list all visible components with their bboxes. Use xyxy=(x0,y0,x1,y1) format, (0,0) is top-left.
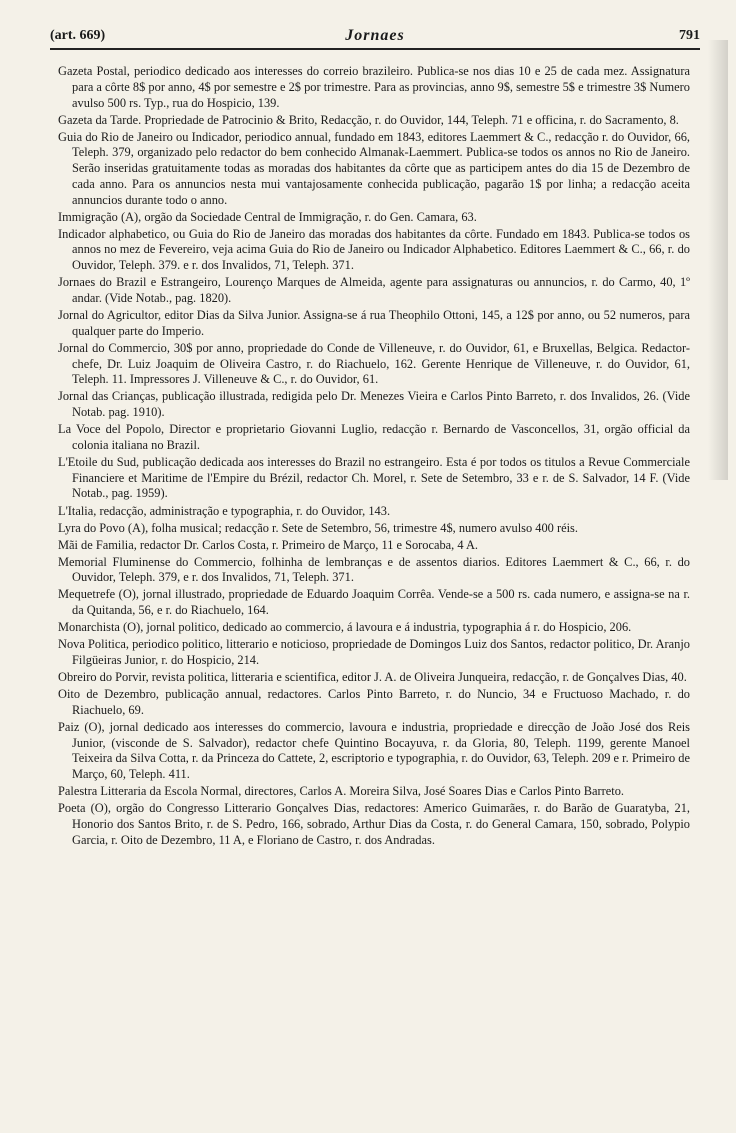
list-item: Indicador alphabetico, ou Guia do Rio de Janeiro das moradas dos habitantes da côrte. Fundado em 1843. Publica-se todos os annos no mez de Fevereiro, veja acima Guia do Rio de Janeiro ou Indicador Alphabetico. Editores Laemmert & C., 66, r. do Ouvidor, Teleph. 379. e r. dos Invalidos, 71, Teleph. 371. xyxy=(58,226,690,273)
list-item: Jornal das Crianças, publicação illustrada, redigida pelo Dr. Menezes Vieira e Carlos Pinto Barreto, r. dos Invalidos, 26. (Vide Notab. pag. 1910). xyxy=(58,389,690,420)
entry-list xyxy=(58,64,690,850)
list-item: Obreiro do Porvir, revista politica, litteraria e scientifica, editor J. A. de Oliveira Junqueira, redacção, r. de Gonçalves Dias, 40. xyxy=(58,670,687,685)
list-item: Jornaes do Brazil e Estrangeiro, Lourenço Marques de Almeida, agente para assignaturas ou annuncios, r. do Carmo, 40, 1º andar. (Vide Notab., pag. 1820). xyxy=(58,275,690,305)
article-reference: (art. 669) xyxy=(50,28,106,43)
section-title: Jornaes xyxy=(345,27,405,44)
list-item: Gazeta Postal, periodico dedicado aos interesses do correio brazileiro. Publica-se nos dias 10 e 25 de cada mez. Assignatura para a côrte 8$ por anno, 4$ por semestre e 2$ por trimestre. Para as provincias, anno 9$, semestre 5$ e trimestre 3$ Numero avulso 500 rs. Typ., rua do Hospicio, 139. xyxy=(58,64,690,110)
list-item: Lyra do Povo (A), folha musical; redacção r. Sete de Setembro, 56, trimestre 4$, numero avulso 400 réis. xyxy=(58,520,578,535)
list-item: L'Etoile du Sud, publicação dedicada aos interesses do Brazil no estrangeiro. Esta é por todos os titulos a Revue Commerciale Financiere et Maritime de l'Empire du Brézil, redactor Ch. Morel, r. Sete de Setembro, 33 e r. de S. Salvador, 14 F. (Vide Notab., pag. 1959). xyxy=(58,454,690,501)
list-item: Nova Politica, periodico politico, litterario e noticioso, propriedade de Domingos Luiz dos Santos, redactor politico, Dr. Aranjo Filgüeiras Junior, r. do Hospicio, 214. xyxy=(58,637,690,668)
list-item: Mequetrefe (O), jornal illustrado, propriedade de Eduardo Joaquim Corrêa. Vende-se a 500 rs. cada numero, e assigna-se na r. da Quitanda, 56, e r. do Riachuelo, 164. xyxy=(58,587,690,618)
list-item: L'Italia, redacção, administração e typographia, r. do Ouvidor, 143. xyxy=(58,503,391,518)
binding-shadow xyxy=(708,40,728,480)
list-item: Mãi de Familia, redactor Dr. Carlos Costa, r. Primeiro de Março, 11 e Sorocaba, 4 A. xyxy=(58,537,479,552)
page-number: 791 xyxy=(679,28,700,43)
list-item: Monarchista (O), jornal politico, dedicado ao commercio, á lavoura e á industria, typographia á r. do Hospicio, 206. xyxy=(58,620,632,635)
list-item: Guia do Rio de Janeiro ou Indicador, periodico annual, fundado em 1843, editores Laemmert & C., redacção r. do Ouvidor, 66, Teleph. 379, organizado pelo redactor do bem conhecido Almanak-Laemmert. Publica-se todos os annos no Rio de Janeiro. Serão inseridas gratuitamente todas as moradas dos habitantes da côrte que as participem antes do dia 15 de Dezembro de cada anno. Para os annuncios nesta mui vantajosamente conhecida publicação, pagarão 1$ por linha; a redacção aceita annuncios durante todo o anno. xyxy=(58,129,690,207)
list-item: La Voce del Popolo, Director e proprietario Giovanni Luglio, redacção r. Bernardo de Vasconcellos, 31, orgão official da colonia italiana no Brazil. xyxy=(58,422,690,452)
list-item: Memorial Fluminense do Commercio, folhinha de lembranças e de assentos diarios. Editores Laemmert & C., 66, r. do Ouvidor, Teleph. 379, e r. dos Invalidos, 71, Teleph. 371. xyxy=(58,554,690,585)
list-item: Poeta (O), orgão do Congresso Litterario Gonçalves Dias, redactores: Americo Guimarães, r. do Barão de Guaratyba, 21, Honorio dos Santos Brito, r. de S. Pedro, 166, sobrado, Arthur Dias da Costa, r. do General Camara, 150, sobrado, Polypio Garcia, r. Oito de Dezembro, 11 A, e Floriano de Castro, r. dos Andradas. xyxy=(58,801,690,847)
list-item: Gazeta da Tarde. Propriedade de Patrocinio & Brito, Redacção, r. do Ouvidor, 144, Teleph. 71 e officina, r. do Sacramento, 8. xyxy=(58,112,679,127)
list-item: Jornal do Agricultor, editor Dias da Silva Junior. Assigna-se á rua Theophilo Ottoni, 145, a 12$ por anno, ou 52 numeros, para qualquer parte do Imperio. xyxy=(58,308,690,338)
list-item: Palestra Litteraria da Escola Normal, directores, Carlos A. Moreira Silva, José Soares Dias e Carlos Pinto Barreto. xyxy=(58,784,625,799)
page-header xyxy=(50,28,700,50)
list-item: Oito de Dezembro, publicação annual, redactores. Carlos Pinto Barreto, r. do Nuncio, 34 e Fructuoso Machado, r. do Riachuelo, 69. xyxy=(58,687,690,717)
header-rule xyxy=(50,48,700,50)
list-item: Immigração (A), orgão da Sociedade Central de Immigração, r. do Gen. Camara, 63. xyxy=(58,209,477,224)
list-item: Paiz (O), jornal dedicado aos interesses do commercio, lavoura e industria, propriedade e direcção de João José dos Reis Junior, (visconde de S. Salvador), redactor chefe Quintino Bocayuva, r. da Gloria, 80, Teleph. 1199, gerente Manoel Teixeira da Silva Cotta, r. da Princeza do Cattete, 2, escriptorio e typographia, r. do Ouvidor, 63, Teleph. 209 e r. Primeiro de Março, 60, Teleph. 411. xyxy=(58,719,690,782)
list-item: Jornal do Commercio, 30$ por anno, propriedade do Conde de Villeneuve, r. do Ouvidor, 61, e Bruxellas, Belgica. Redactor-chefe, Dr. Luiz Joaquim de Oliveira Castro, r. do Riachuelo, 162. Gerente Henrique de Villeneuve, r. do Ouvidor, 61, Teleph. 11. Impressores J. Villeneuve & C., r. do Ouvidor, 61. xyxy=(58,340,690,387)
